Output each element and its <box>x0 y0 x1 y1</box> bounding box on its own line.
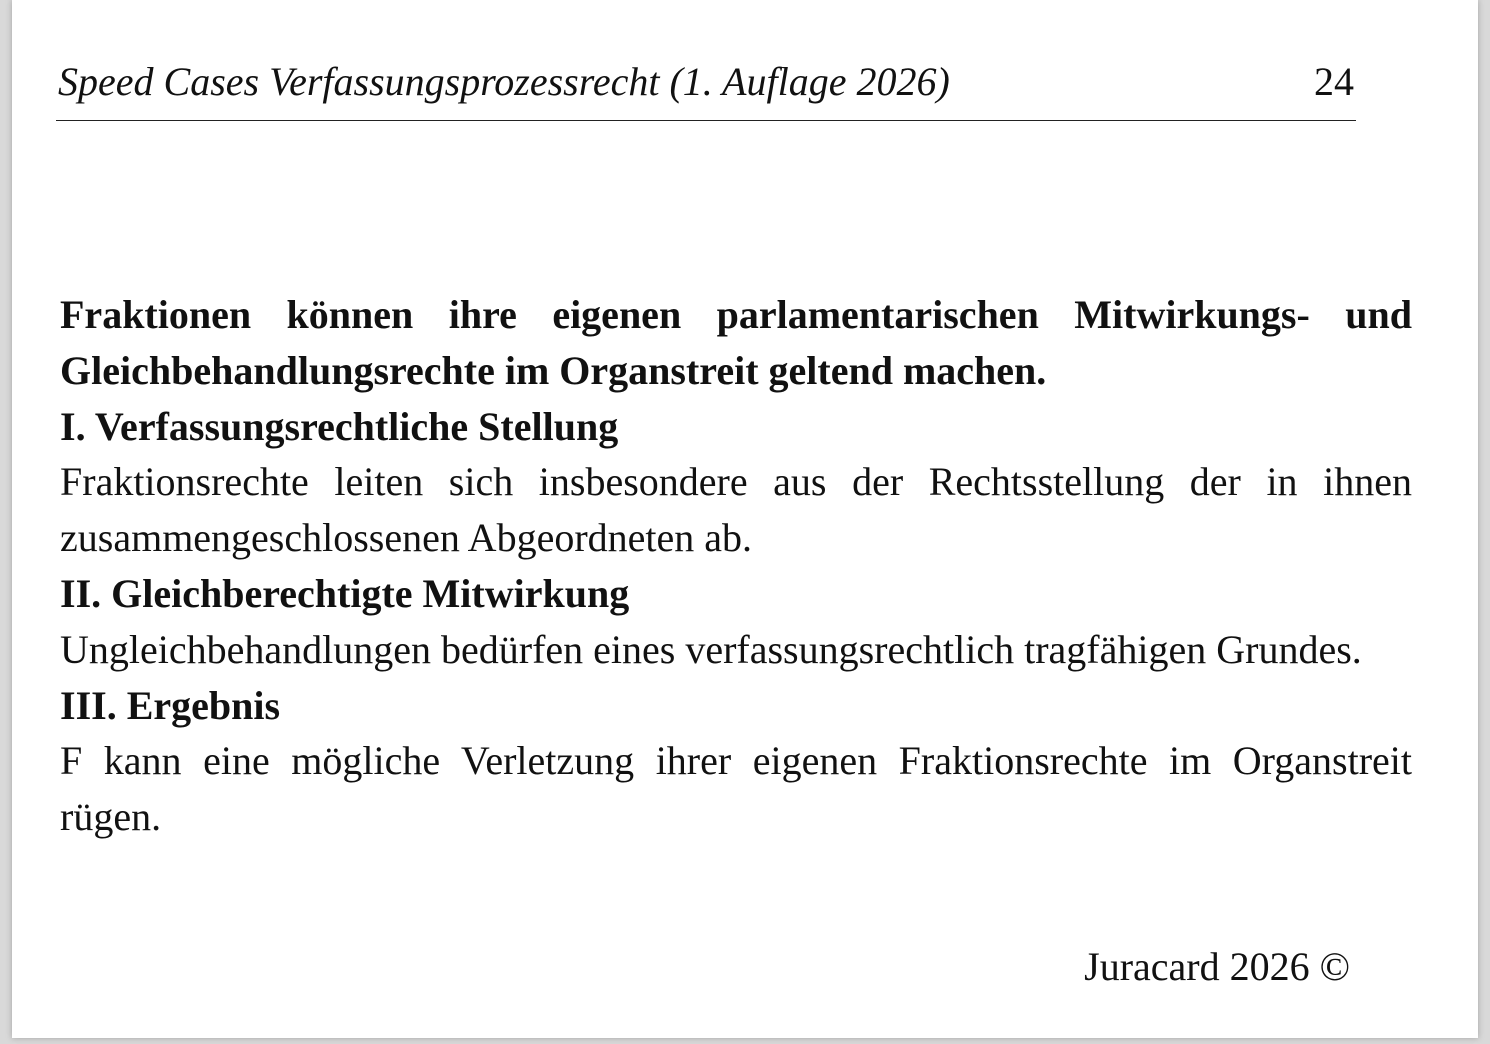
section-heading-2: II. Gleichberechtigte Mitwirkung <box>60 570 630 616</box>
document-page <box>12 0 1478 1038</box>
page-number: 24 <box>1314 59 1354 104</box>
section-text-3: F kann eine mögliche Verletzung ihrer eigenen Fraktionsrechte im Organstreit rügen. <box>60 738 1412 840</box>
section-text-1: Fraktionsrechte leiten sich insbesondere aus der Rechtsstellung der in ihnen zusammengeschlossenen Abgeordneten ab. <box>60 459 1412 561</box>
header-title: Speed Cases Verfassungsprozessrecht (1. Auflage 2026) <box>58 59 950 104</box>
section-heading-1: I. Verfassungsrechtliche Stellung <box>60 403 619 449</box>
section-text-2: Ungleichbehandlungen bedürfen eines verfassungsrechtlich tragfähigen Grundes. <box>60 626 1362 672</box>
lead-statement: Fraktionen können ihre eigenen parlamentarischen Mitwirkungs- und Gleichbehandlungsrechte im Organstreit geltend machen. <box>60 292 1412 393</box>
section-heading-3: III. Ergebnis <box>60 682 281 728</box>
footer-copyright: Juracard 2026 © <box>1084 944 1350 989</box>
page-content <box>60 287 1412 845</box>
page-header <box>56 52 1356 121</box>
